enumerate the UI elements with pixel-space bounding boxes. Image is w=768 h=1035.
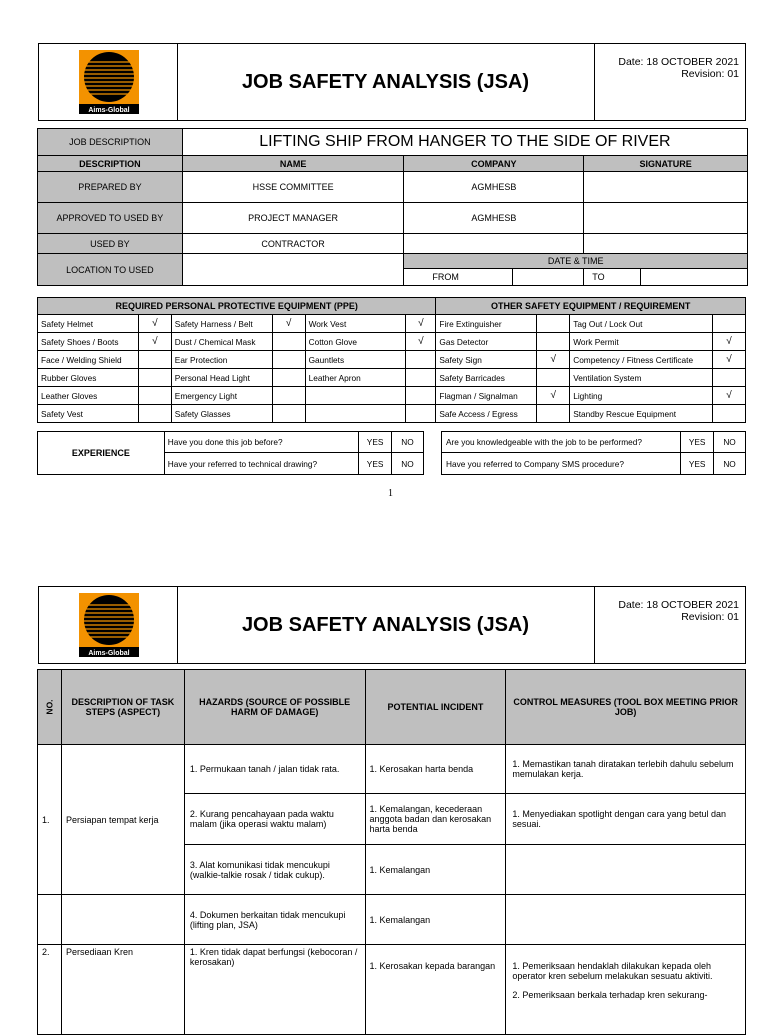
other-equipment-item: Fire Extinguisher xyxy=(436,315,537,333)
header-potential-incident: POTENTIAL INCIDENT xyxy=(365,670,506,745)
other-equipment-check[interactable]: √ xyxy=(713,333,746,351)
task-description xyxy=(61,895,184,945)
ppe-check[interactable] xyxy=(272,351,305,369)
incident-cell: 1. Kemalangan xyxy=(365,845,506,895)
other-equipment-item: Safety Sign xyxy=(436,351,537,369)
logo-cell xyxy=(39,587,178,663)
ppe-item: Cotton Glove xyxy=(305,333,406,351)
task-number xyxy=(38,895,62,945)
other-equipment-check[interactable]: √ xyxy=(537,351,570,369)
ppe-item: Leather Gloves xyxy=(38,387,139,405)
no-option[interactable]: NO xyxy=(392,432,424,453)
other-equipment-check[interactable] xyxy=(713,405,746,423)
incident-cell: 1. Kemalangan xyxy=(365,895,506,945)
ppe-item: Safety Harness / Belt xyxy=(171,315,272,333)
hazard-cell: 2. Kurang pencahayaan pada waktu malam (jika operasi waktu malam) xyxy=(184,794,365,845)
other-equipment-item: Lighting xyxy=(570,387,713,405)
other-equipment-check[interactable] xyxy=(537,369,570,387)
document-title: JOB SAFETY ANALYSIS (JSA) xyxy=(177,587,595,663)
document-revision: Revision: 01 xyxy=(681,611,739,623)
other-equipment-check[interactable]: √ xyxy=(537,387,570,405)
other-equipment-check[interactable] xyxy=(537,333,570,351)
ppe-check[interactable]: √ xyxy=(406,333,436,351)
approved-by-label: APPROVED TO USED BY xyxy=(38,203,183,234)
ppe-check[interactable] xyxy=(406,369,436,387)
ppe-row xyxy=(38,333,746,351)
ppe-item: Ear Protection xyxy=(171,351,272,369)
to-label: TO xyxy=(584,269,641,285)
other-equipment-title: OTHER SAFETY EQUIPMENT / REQUIREMENT xyxy=(436,298,746,315)
other-equipment-check[interactable]: √ xyxy=(713,387,746,405)
used-by-signature[interactable] xyxy=(584,234,748,254)
hazard-cell: 4. Dokumen berkaitan tidak mencukupi (lifting plan, JSA) xyxy=(184,895,365,945)
header-hazards: HAZARDS (SOURCE OF POSSIBLE HARM OF DAMAGE) xyxy=(184,670,365,745)
ppe-check[interactable]: √ xyxy=(138,315,171,333)
incident-cell: 1. Kerosakan kepada barangan xyxy=(365,945,506,1035)
no-option[interactable]: NO xyxy=(714,453,746,475)
ppe-row xyxy=(38,405,746,423)
from-label: FROM xyxy=(404,269,513,285)
document-date: Date: 18 OCTOBER 2021 xyxy=(618,599,739,611)
document-title: JOB SAFETY ANALYSIS (JSA) xyxy=(177,44,595,120)
other-equipment-check[interactable] xyxy=(537,405,570,423)
control-cell xyxy=(506,895,746,945)
other-equipment-item: Flagman / Signalman xyxy=(436,387,537,405)
other-equipment-item: Safety Barricades xyxy=(436,369,537,387)
ppe-item: Safety Shoes / Boots xyxy=(38,333,139,351)
svg-text:Aims-Global: Aims-Global xyxy=(88,107,130,114)
prepared-by-company: AGMHESB xyxy=(404,172,584,203)
ppe-item: Safety Vest xyxy=(38,405,139,423)
question-done-before: Have you done this job before? xyxy=(164,432,358,453)
other-equipment-item: Work Permit xyxy=(570,333,713,351)
ppe-item: Rubber Gloves xyxy=(38,369,139,387)
col-signature: SIGNATURE xyxy=(584,156,748,172)
ppe-item xyxy=(305,405,406,423)
yes-option[interactable]: YES xyxy=(681,432,714,453)
ppe-check[interactable] xyxy=(406,351,436,369)
date-time-label: DATE & TIME xyxy=(404,254,748,269)
used-by-company xyxy=(404,234,584,254)
question-knowledgeable: Are you knowledgeable with the job to be performed? xyxy=(442,432,681,453)
other-equipment-item: Competency / Fitness Certificate xyxy=(570,351,713,369)
col-company: COMPANY xyxy=(404,156,584,172)
ppe-item: Work Vest xyxy=(305,315,406,333)
hazard-cell: 1. Kren tidak dapat berfungsi (kebocoran / kerosakan) xyxy=(184,945,365,1035)
control-measure-item: 1. Pemeriksaan hendaklah dilakukan kepada oleh operator kren sebelum melakukan sesuatu aktiviti. xyxy=(512,961,713,981)
company-logo xyxy=(79,593,139,657)
ppe-check[interactable]: √ xyxy=(406,315,436,333)
ppe-check[interactable] xyxy=(272,387,305,405)
control-measure-item: 2. Pemeriksaan berkala terhadap kren sekurang- xyxy=(512,990,708,1000)
task-description: Persediaan Kren xyxy=(61,945,184,1035)
other-equipment-item: Tag Out / Lock Out xyxy=(570,315,713,333)
question-technical-drawing: Have your referred to technical drawing? xyxy=(164,453,358,475)
jsa-task-table xyxy=(37,669,746,1035)
task-description: Persiapan tempat kerja xyxy=(61,745,184,895)
incident-cell: 1. Kerosakan harta benda xyxy=(365,745,506,794)
used-by-label: USED BY xyxy=(38,234,183,254)
other-equipment-item: Safe Access / Egress xyxy=(436,405,537,423)
ppe-check[interactable] xyxy=(138,405,171,423)
experience-table-left xyxy=(37,431,424,475)
job-description-value: LIFTING SHIP FROM HANGER TO THE SIDE OF RIVER xyxy=(182,129,747,156)
ppe-item: Gauntlets xyxy=(305,351,406,369)
other-equipment-item: Ventilation System xyxy=(570,369,713,387)
ppe-table xyxy=(37,297,746,423)
other-equipment-check[interactable] xyxy=(713,315,746,333)
header-control-measures: CONTROL MEASURES (TOOL BOX MEETING PRIOR JOB) xyxy=(506,670,746,745)
header-description: DESCRIPTION OF TASK STEPS (ASPECT) xyxy=(61,670,184,745)
ppe-row xyxy=(38,387,746,405)
location-label: LOCATION TO USED xyxy=(38,254,183,286)
hazard-cell: 3. Alat komunikasi tidak mencukupi (walkie-talkie rosak / tidak cukup). xyxy=(184,845,365,895)
page-number: 1 xyxy=(388,488,393,499)
approved-by-signature[interactable] xyxy=(584,203,748,234)
prepared-by-signature[interactable] xyxy=(584,172,748,203)
other-equipment-check[interactable] xyxy=(537,315,570,333)
approved-by-company: AGMHESB xyxy=(404,203,584,234)
ppe-check[interactable]: √ xyxy=(272,315,305,333)
svg-text:Aims-Global: Aims-Global xyxy=(88,650,130,657)
date-revision xyxy=(595,587,745,663)
ppe-check[interactable] xyxy=(272,405,305,423)
page2-header xyxy=(38,586,746,664)
ppe-item: Dust / Chemical Mask xyxy=(171,333,272,351)
yes-option[interactable]: YES xyxy=(359,432,392,453)
yes-option[interactable]: YES xyxy=(359,453,392,475)
location-value[interactable] xyxy=(182,254,404,286)
date-revision xyxy=(595,44,745,120)
ppe-item: Leather Apron xyxy=(305,369,406,387)
used-by-name: CONTRACTOR xyxy=(182,234,404,254)
prepared-by-label: PREPARED BY xyxy=(38,172,183,203)
document-revision: Revision: 01 xyxy=(681,68,739,80)
task-number: 1. xyxy=(38,745,62,895)
control-cell xyxy=(506,845,746,895)
from-cell[interactable] xyxy=(404,269,584,286)
other-equipment-check[interactable]: √ xyxy=(713,351,746,369)
prepared-by-name: HSSE COMMITTEE xyxy=(182,172,404,203)
task-number: 2. xyxy=(38,945,62,1035)
question-sms-procedure: Have you referred to Company SMS procedure? xyxy=(442,453,681,475)
ppe-row xyxy=(38,369,746,387)
ppe-check[interactable] xyxy=(406,405,436,423)
ppe-row xyxy=(38,351,746,369)
hazard-cell: 1. Permukaan tanah / jalan tidak rata. xyxy=(184,745,365,794)
logo-cell xyxy=(39,44,178,120)
ppe-check[interactable] xyxy=(138,351,171,369)
col-name: NAME xyxy=(182,156,404,172)
yes-option[interactable]: YES xyxy=(681,453,714,475)
ppe-item: Safety Glasses xyxy=(171,405,272,423)
other-equipment-check[interactable] xyxy=(713,369,746,387)
job-info-table xyxy=(37,128,748,286)
page1-header xyxy=(38,43,746,121)
header-no: NO. xyxy=(38,670,62,745)
ppe-item: Emergency Light xyxy=(171,387,272,405)
control-cell: 1. Memastikan tanah diratakan terlebih dahulu sebelum memulakan kerja. xyxy=(506,745,746,794)
no-option[interactable]: NO xyxy=(714,432,746,453)
experience-table-right xyxy=(441,431,746,475)
ppe-title: REQUIRED PERSONAL PROTECTIVE EQUIPMENT (PPE) xyxy=(38,298,436,315)
ppe-row xyxy=(38,315,746,333)
other-equipment-item: Standby Rescue Equipment xyxy=(570,405,713,423)
control-cell: 1. Menyediakan spotlight dengan cara yang betul dan sesuai. xyxy=(506,794,746,845)
company-logo xyxy=(79,50,139,114)
ppe-check[interactable] xyxy=(272,369,305,387)
no-option[interactable]: NO xyxy=(392,453,424,475)
other-equipment-item: Gas Detector xyxy=(436,333,537,351)
ppe-check[interactable] xyxy=(272,333,305,351)
incident-cell: 1. Kemalangan, kecederaan anggota badan dan kerosakan harta benda xyxy=(365,794,506,845)
ppe-rows xyxy=(38,315,746,423)
document-date: Date: 18 OCTOBER 2021 xyxy=(618,56,739,68)
ppe-check[interactable] xyxy=(138,387,171,405)
ppe-check[interactable]: √ xyxy=(138,333,171,351)
ppe-check[interactable] xyxy=(406,387,436,405)
control-cell xyxy=(506,945,746,1035)
ppe-check[interactable] xyxy=(138,369,171,387)
ppe-item: Safety Helmet xyxy=(38,315,139,333)
ppe-item: Face / Welding Shield xyxy=(38,351,139,369)
ppe-item: Personal Head Light xyxy=(171,369,272,387)
experience-label: EXPERIENCE xyxy=(38,432,165,475)
job-description-label: JOB DESCRIPTION xyxy=(38,129,183,156)
approved-by-name: PROJECT MANAGER xyxy=(182,203,404,234)
to-cell[interactable] xyxy=(584,269,748,286)
col-description: DESCRIPTION xyxy=(38,156,183,172)
ppe-item xyxy=(305,387,406,405)
